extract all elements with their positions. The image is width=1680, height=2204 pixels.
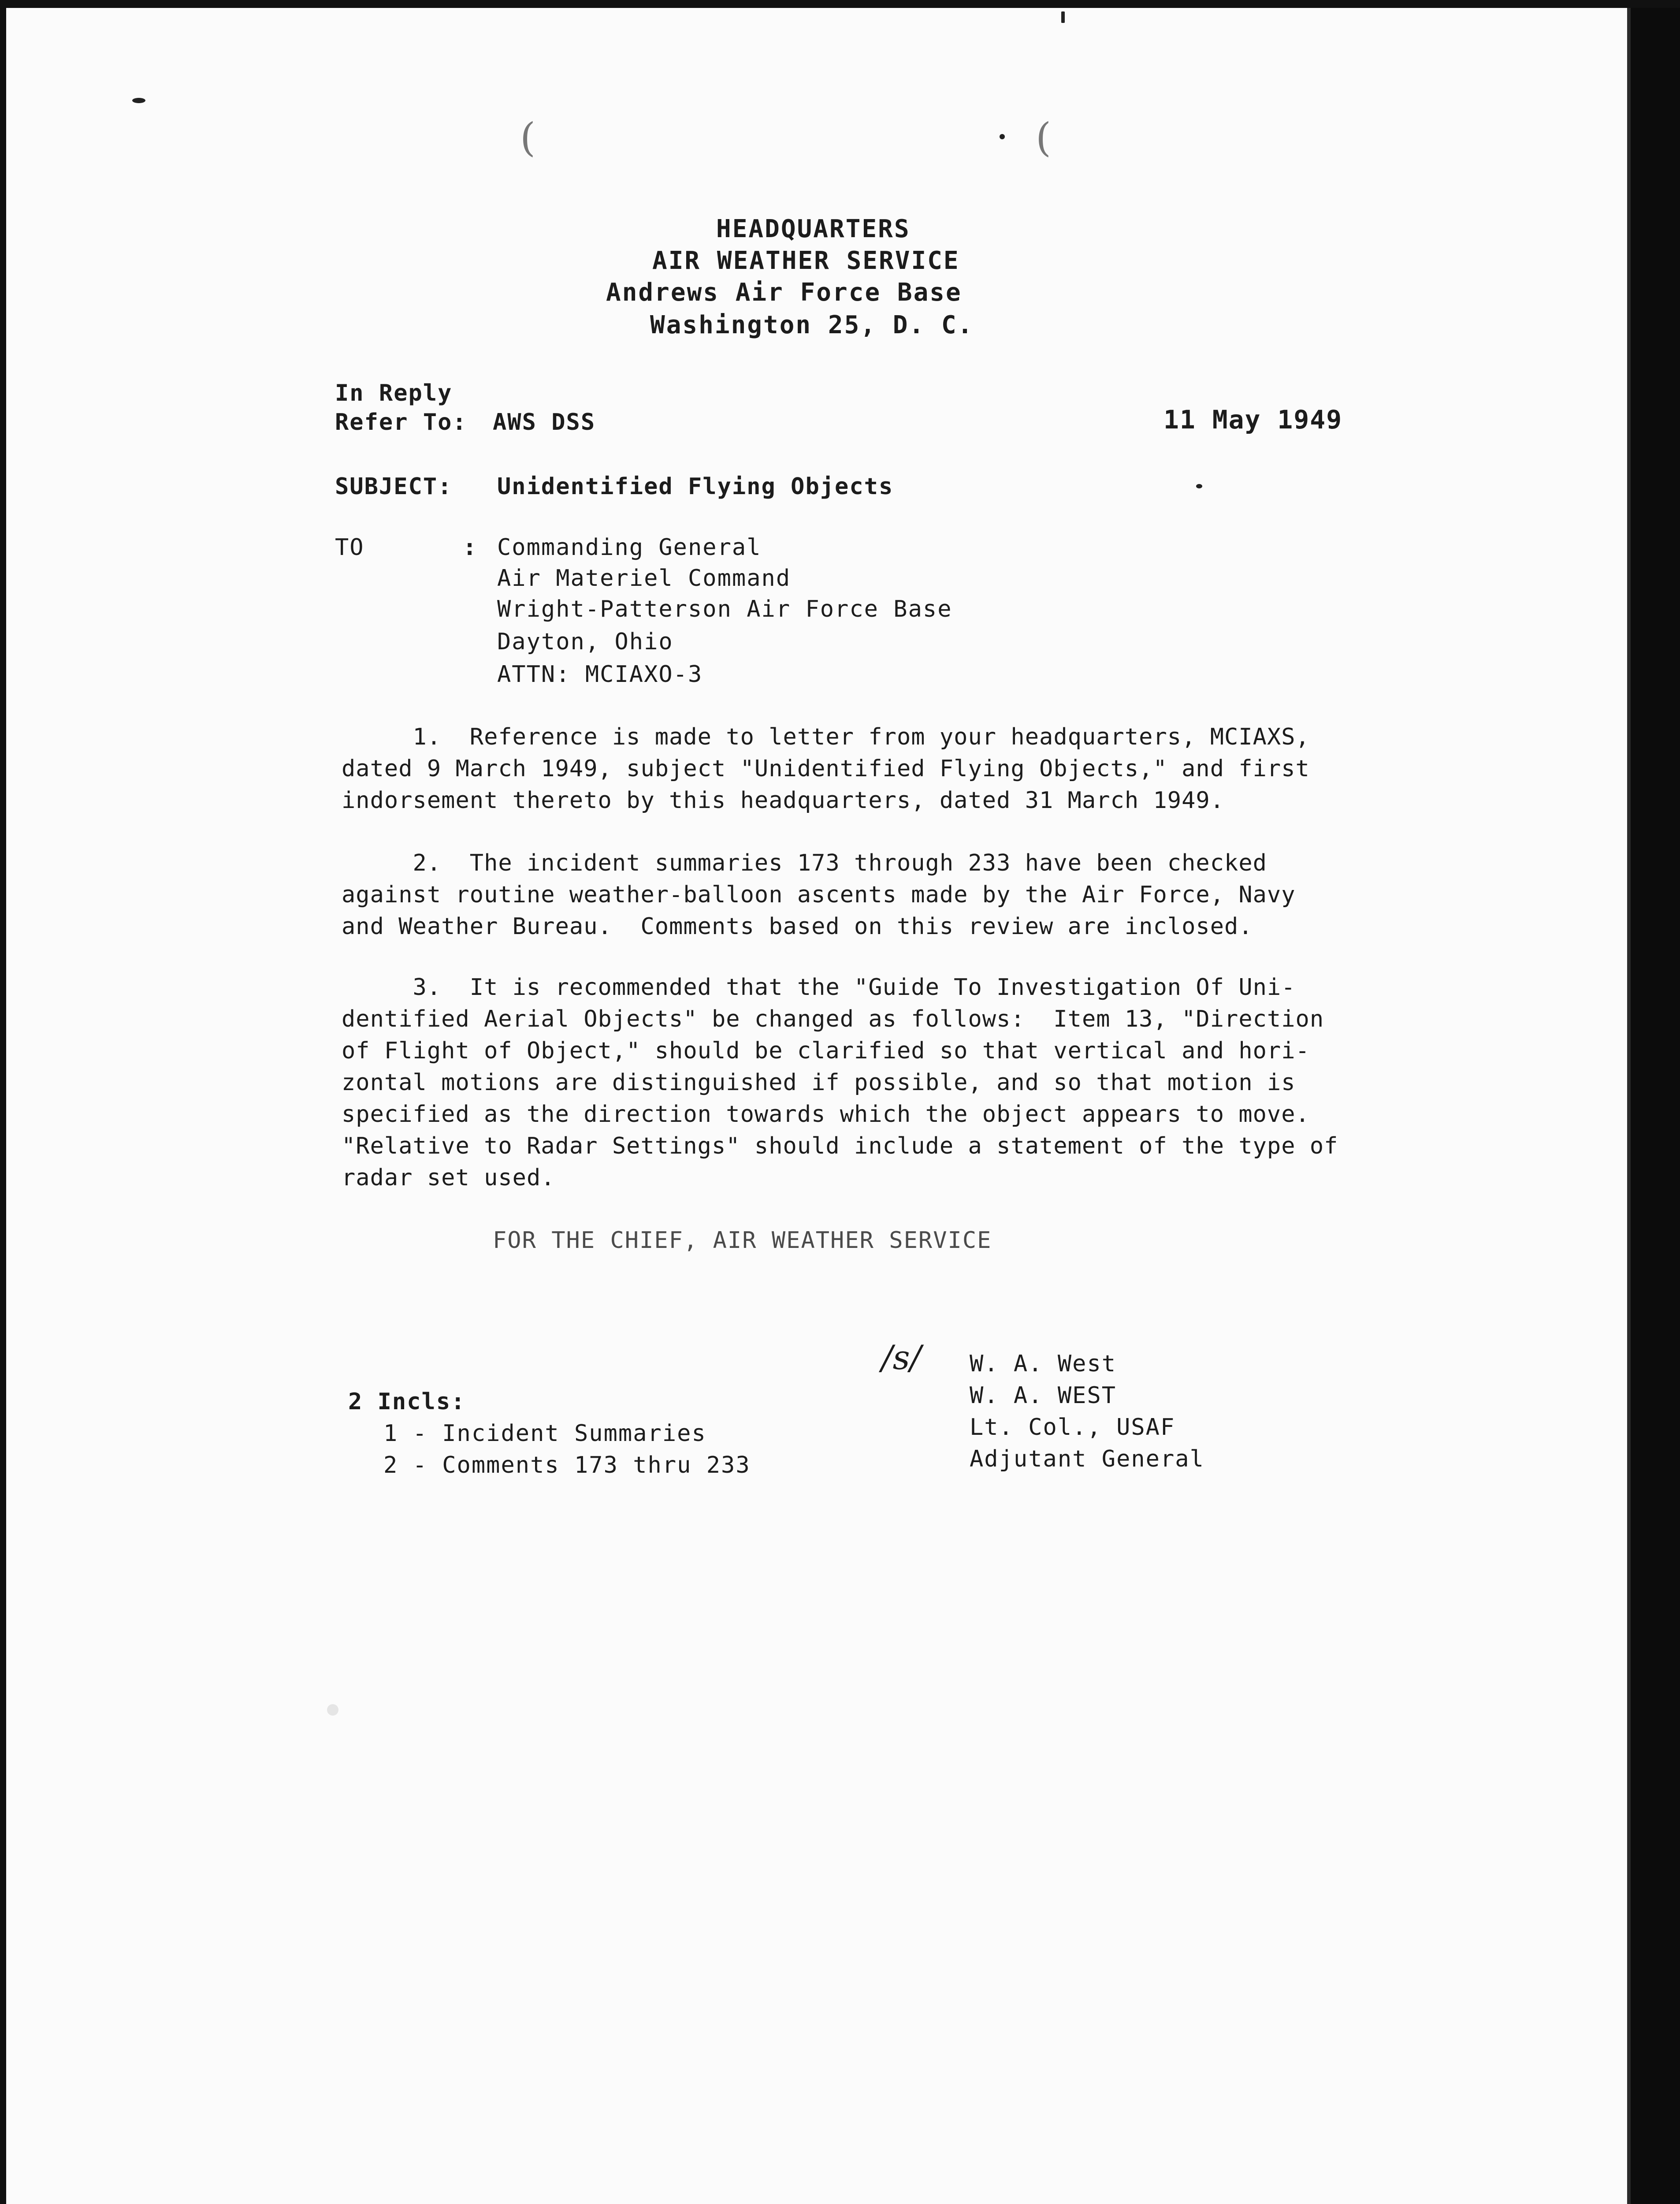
scan-speck <box>327 1704 338 1716</box>
paragraph-3-line: specified as the direction towards which the object appears to move. <box>342 1101 1310 1128</box>
paragraph-1-line: 1. Reference is made to letter from your headquarters, MCIAXS, <box>342 724 1310 750</box>
film-edge-left <box>0 0 6 2204</box>
paragraph-2-line: against routine weather-balloon ascents made by the Air Force, Navy <box>342 882 1296 908</box>
paragraph-3-line: dentified Aerial Objects" be changed as follows: Item 13, "Direction <box>342 1006 1324 1032</box>
signature-rank: Lt. Col., USAF <box>970 1414 1175 1441</box>
signature-name-caps: W. A. WEST <box>970 1382 1117 1409</box>
scan-speck <box>1000 134 1005 139</box>
to-label: TO <box>335 534 364 561</box>
scan-speck <box>1196 484 1202 488</box>
letterhead-city: Washington 25, D. C. <box>650 311 974 339</box>
paragraph-2-line: 2. The incident summaries 173 through 233 have been checked <box>342 850 1267 876</box>
paragraph-1-line: indorsement thereto by this headquarters, dated 31 March 1949. <box>342 787 1225 814</box>
letterhead-air-weather-service: AIR WEATHER SERVICE <box>652 246 960 275</box>
film-edge-top <box>0 0 1680 8</box>
refer-to-value: AWS DSS <box>493 409 596 436</box>
letter-date: 11 May 1949 <box>1163 405 1343 435</box>
signature-title: Adjutant General <box>970 1446 1204 1472</box>
letterhead-base: Andrews Air Force Base <box>606 278 962 307</box>
closing-line: FOR THE CHIEF, AIR WEATHER SERVICE <box>493 1227 992 1254</box>
paragraph-1-line: dated 9 March 1949, subject "Unidentified Flying Objects," and first <box>342 756 1310 782</box>
bracket-mark-right: ( <box>1036 115 1052 161</box>
inclosures-label: 2 Incls: <box>348 1389 466 1415</box>
paragraph-3-line: zontal motions are distinguished if possible, and so that motion is <box>342 1069 1296 1096</box>
subject-label: SUBJECT: <box>335 473 453 500</box>
paragraph-3-line: 3. It is recommended that the "Guide To Investigation Of Uni- <box>342 974 1296 1001</box>
addressee-line: Air Materiel Command <box>497 565 791 592</box>
addressee-line: Dayton, Ohio <box>497 629 673 655</box>
subject-value: Unidentified Flying Objects <box>497 473 894 500</box>
inclosure-item: 1 - Incident Summaries <box>383 1420 706 1447</box>
in-reply-label: In Reply <box>335 380 453 406</box>
signature-typed-name: W. A. West <box>970 1351 1117 1377</box>
signature-mark: /s/ <box>881 1338 922 1377</box>
addressee-line: Wright-Patterson Air Force Base <box>497 596 952 622</box>
film-edge-right <box>1631 0 1680 2204</box>
addressee-attn: ATTN: MCIAXO-3 <box>497 661 703 688</box>
letterhead-headquarters: HEADQUARTERS <box>716 215 911 243</box>
scan-speck <box>1061 11 1065 23</box>
addressee-line: Commanding General <box>497 534 762 561</box>
scan-speck <box>132 98 145 103</box>
paragraph-2-line: and Weather Bureau. Comments based on this review are inclosed. <box>342 913 1253 940</box>
bracket-mark-left: ( <box>520 115 536 161</box>
inclosure-item: 2 - Comments 173 thru 233 <box>383 1452 751 1478</box>
refer-to-label: Refer To: <box>335 409 467 436</box>
to-colon: : <box>463 534 478 561</box>
paragraph-3-line: of Flight of Object," should be clarified so that vertical and hori- <box>342 1038 1310 1064</box>
paragraph-3-line: radar set used. <box>342 1165 555 1191</box>
paragraph-3-line: "Relative to Radar Settings" should include a statement of the type of <box>342 1133 1338 1159</box>
